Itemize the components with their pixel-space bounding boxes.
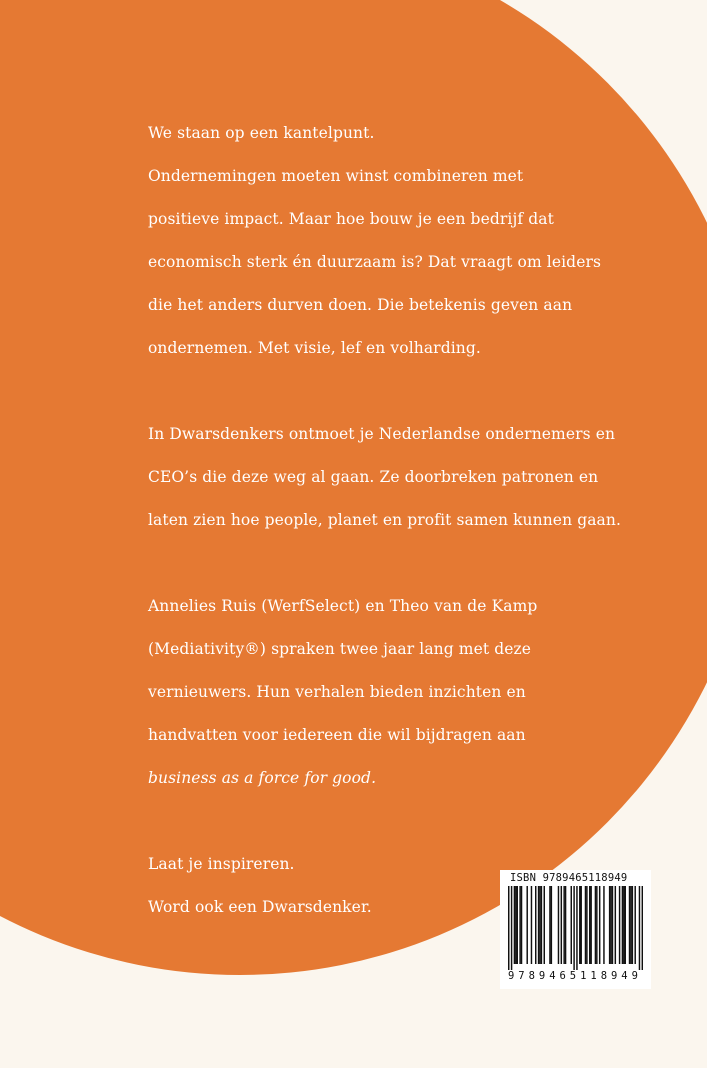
blurb-line: We staan op een kantelpunt.	[148, 124, 375, 142]
barcode-digits	[508, 970, 643, 986]
barcode-bar	[538, 886, 539, 964]
barcode-bar	[526, 886, 527, 964]
blurb-line: (Mediativity®) spraken twee jaar lang met deze	[148, 640, 532, 658]
barcode-digit: 9	[538, 970, 546, 982]
barcode-bar	[630, 886, 631, 964]
blurb-line: ondernemen. Met visie, lef en volharding.	[148, 339, 481, 357]
blurb-line: handvatten voor iedereen die wil bijdragen aan	[148, 726, 526, 744]
barcode-bar	[571, 886, 572, 964]
back-cover-blurb	[148, 112, 648, 929]
barcode-bar	[519, 886, 520, 964]
blurb-line: economisch sterk én duurzaam is? Dat vraagt om leiders	[148, 253, 602, 271]
barcode-digit: 6	[559, 970, 566, 982]
barcode-bar	[535, 886, 536, 964]
barcode-bar	[551, 886, 552, 964]
barcode-bar	[539, 886, 540, 964]
barcode-bar	[609, 886, 610, 964]
barcode-bar	[580, 886, 581, 964]
barcode-bar	[541, 886, 542, 964]
blurb-line: Annelies Ruis (WerfSelect) en Theo van de Kamp	[148, 597, 538, 615]
barcode-bar	[615, 886, 616, 964]
barcode-bar	[589, 886, 590, 964]
barcode-digit: 1	[590, 970, 597, 982]
isbn-barcode	[500, 870, 651, 989]
barcode-bar	[596, 886, 597, 964]
blurb-line: In Dwarsdenkers ontmoet je Nederlandse ondernemers en	[148, 425, 616, 443]
barcode-bar	[586, 886, 587, 964]
barcode-digit: 9	[508, 970, 515, 982]
blurb-line: CEO’s die deze weg al gaan. Ze doorbreken patronen en	[148, 468, 599, 486]
barcode-bar	[622, 886, 623, 964]
barcode-bar	[623, 886, 624, 964]
blurb-line: positieve impact. Maar hoe bouw je een bedrijf dat	[148, 210, 554, 228]
barcode-bar	[603, 886, 604, 964]
barcode-bar	[531, 886, 532, 964]
barcode-bar	[639, 886, 640, 970]
blurb-line: Ondernemingen moeten winst combineren met	[148, 167, 524, 185]
barcode-bar	[561, 886, 562, 964]
barcode-bar	[619, 886, 620, 964]
barcode-bar	[558, 886, 559, 964]
barcode-bar	[632, 886, 633, 964]
barcode-bar	[585, 886, 586, 964]
barcode-digit: 4	[621, 970, 628, 982]
barcode-bar	[590, 886, 591, 964]
barcode-bar	[612, 886, 613, 964]
barcode-bar	[625, 886, 626, 964]
barcode-digit: 1	[580, 970, 587, 982]
blurb-line: laten zien hoe people, planet en profit samen kunnen gaan.	[148, 511, 622, 529]
barcode-bar	[573, 886, 574, 970]
barcode-digit: 4	[549, 970, 556, 982]
barcode-bar	[642, 886, 643, 970]
barcode-bar	[521, 886, 522, 964]
barcode-bars	[508, 886, 643, 970]
blurb-italic-line: business as a force for good.	[148, 769, 377, 787]
barcode-bar	[517, 886, 518, 964]
paragraph-gap	[148, 800, 648, 843]
barcode-bar	[610, 886, 611, 964]
barcode-bar	[595, 886, 596, 964]
barcode-bar	[629, 886, 630, 964]
paragraph-gap	[148, 542, 648, 585]
blurb-line: die het anders durven doen. Die betekenis geven aan	[148, 296, 573, 314]
barcode-bar	[565, 886, 566, 964]
paragraph-gap	[148, 370, 648, 413]
barcode-bar	[514, 886, 515, 964]
blurb-line: Laat je inspireren.	[148, 855, 295, 873]
barcode-digit: 7	[518, 970, 525, 982]
barcode-digit: 9	[631, 970, 638, 982]
barcode-bar	[544, 886, 545, 964]
barcode-digit: 5	[569, 970, 577, 982]
barcode-bar	[579, 886, 580, 964]
blurb-line: vernieuwers. Hun verhalen bieden inzichten en	[148, 683, 526, 701]
barcode-digit: 8	[600, 970, 608, 982]
barcode-bar	[511, 886, 512, 970]
barcode-bar	[599, 886, 600, 964]
barcode-digit: 9	[611, 970, 618, 982]
barcode-bar	[576, 886, 577, 970]
barcode-bar	[563, 886, 564, 964]
barcode-bar	[508, 886, 509, 970]
blurb-line: Word ook een Dwarsdenker.	[148, 898, 372, 916]
barcode-digit: 8	[528, 970, 535, 982]
barcode-bar	[634, 886, 635, 964]
barcode-bar	[515, 886, 516, 964]
barcode-bar	[549, 886, 550, 964]
isbn-label: ISBN 9789465118949	[510, 872, 628, 884]
